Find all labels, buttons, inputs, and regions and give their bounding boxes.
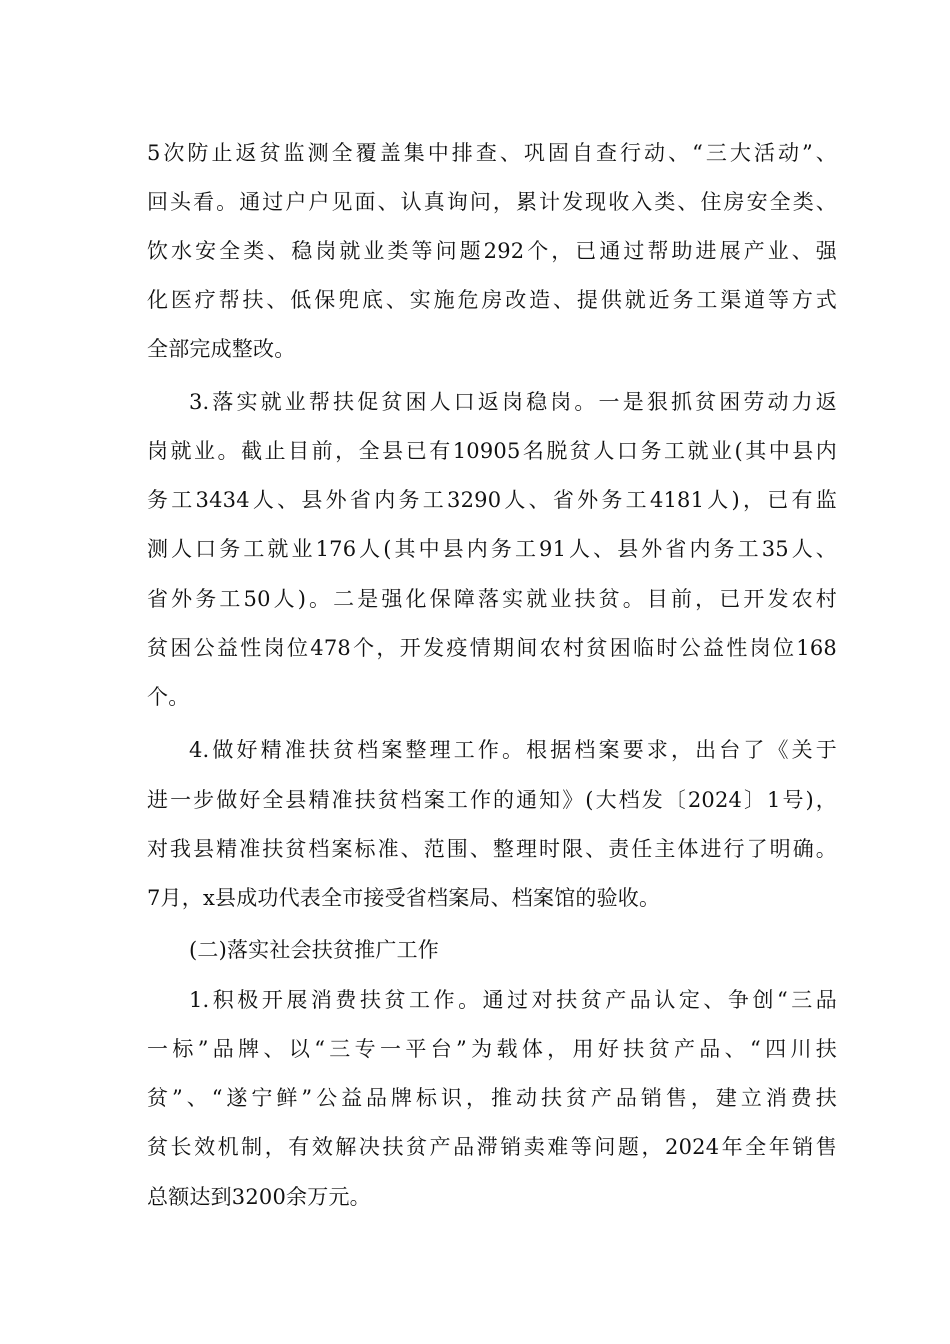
text-line: 贫”、“遂宁鲜”公益品牌标识，推动扶贫产品销售，建立消费扶 bbox=[147, 1086, 837, 1110]
paragraph-heading-line: 3.落实就业帮扶促贫困人口返岗稳岗。一是狠抓贫困劳动力返 bbox=[189, 390, 837, 414]
text-line: 务工3434人、县外省内务工3290人、省外务工4181人)，已有监 bbox=[147, 488, 837, 512]
section-heading: (二)落实社会扶贫推广工作 bbox=[189, 938, 439, 962]
text-line: 全部完成整改。 bbox=[147, 337, 296, 361]
text-line: 7月，x县成功代表全市接受省档案局、档案馆的验收。 bbox=[147, 886, 661, 910]
text-line: 岗就业。截止目前，全县已有10905名脱贫人口务工就业(其中县内 bbox=[147, 439, 837, 463]
text-line: 5次防止返贫监测全覆盖集中排查、巩固自查行动、“三大活动”、 bbox=[147, 141, 837, 165]
text-line: 一标”品牌、以“三专一平台”为载体，用好扶贫产品、“四川扶 bbox=[147, 1037, 837, 1061]
text-line: 进一步做好全县精准扶贫档案工作的通知》(大档发〔2024〕1号)， bbox=[147, 788, 837, 812]
text-line: 对我县精准扶贫档案标准、范围、整理时限、责任主体进行了明确。 bbox=[147, 837, 837, 861]
paragraph-heading-line: 4.做好精准扶贫档案整理工作。根据档案要求，出台了《关于 bbox=[189, 738, 837, 762]
text-line: 省外务工50人)。二是强化保障落实就业扶贫。目前，已开发农村 bbox=[147, 587, 837, 611]
text-line: 饮水安全类、稳岗就业类等问题292个，已通过帮助进展产业、强 bbox=[147, 239, 837, 263]
text-line: 化医疗帮扶、低保兜底、实施危房改造、提供就近务工渠道等方式 bbox=[147, 288, 837, 312]
text-line: 回头看。通过户户见面、认真询问，累计发现收入类、住房安全类、 bbox=[147, 190, 837, 214]
text-line: 贫困公益性岗位478个，开发疫情期间农村贫困临时公益性岗位168 bbox=[147, 636, 837, 660]
text-line: 总额达到3200余万元。 bbox=[147, 1185, 371, 1209]
paragraph-heading-line: 1.积极开展消费扶贫工作。通过对扶贫产品认定、争创“三品 bbox=[189, 988, 837, 1012]
text-line: 测人口务工就业176人(其中县内务工91人、县外省内务工35人、 bbox=[147, 537, 837, 561]
text-line: 贫长效机制，有效解决扶贫产品滞销卖难等问题，2024年全年销售 bbox=[147, 1135, 837, 1159]
text-line: 个。 bbox=[147, 685, 190, 709]
